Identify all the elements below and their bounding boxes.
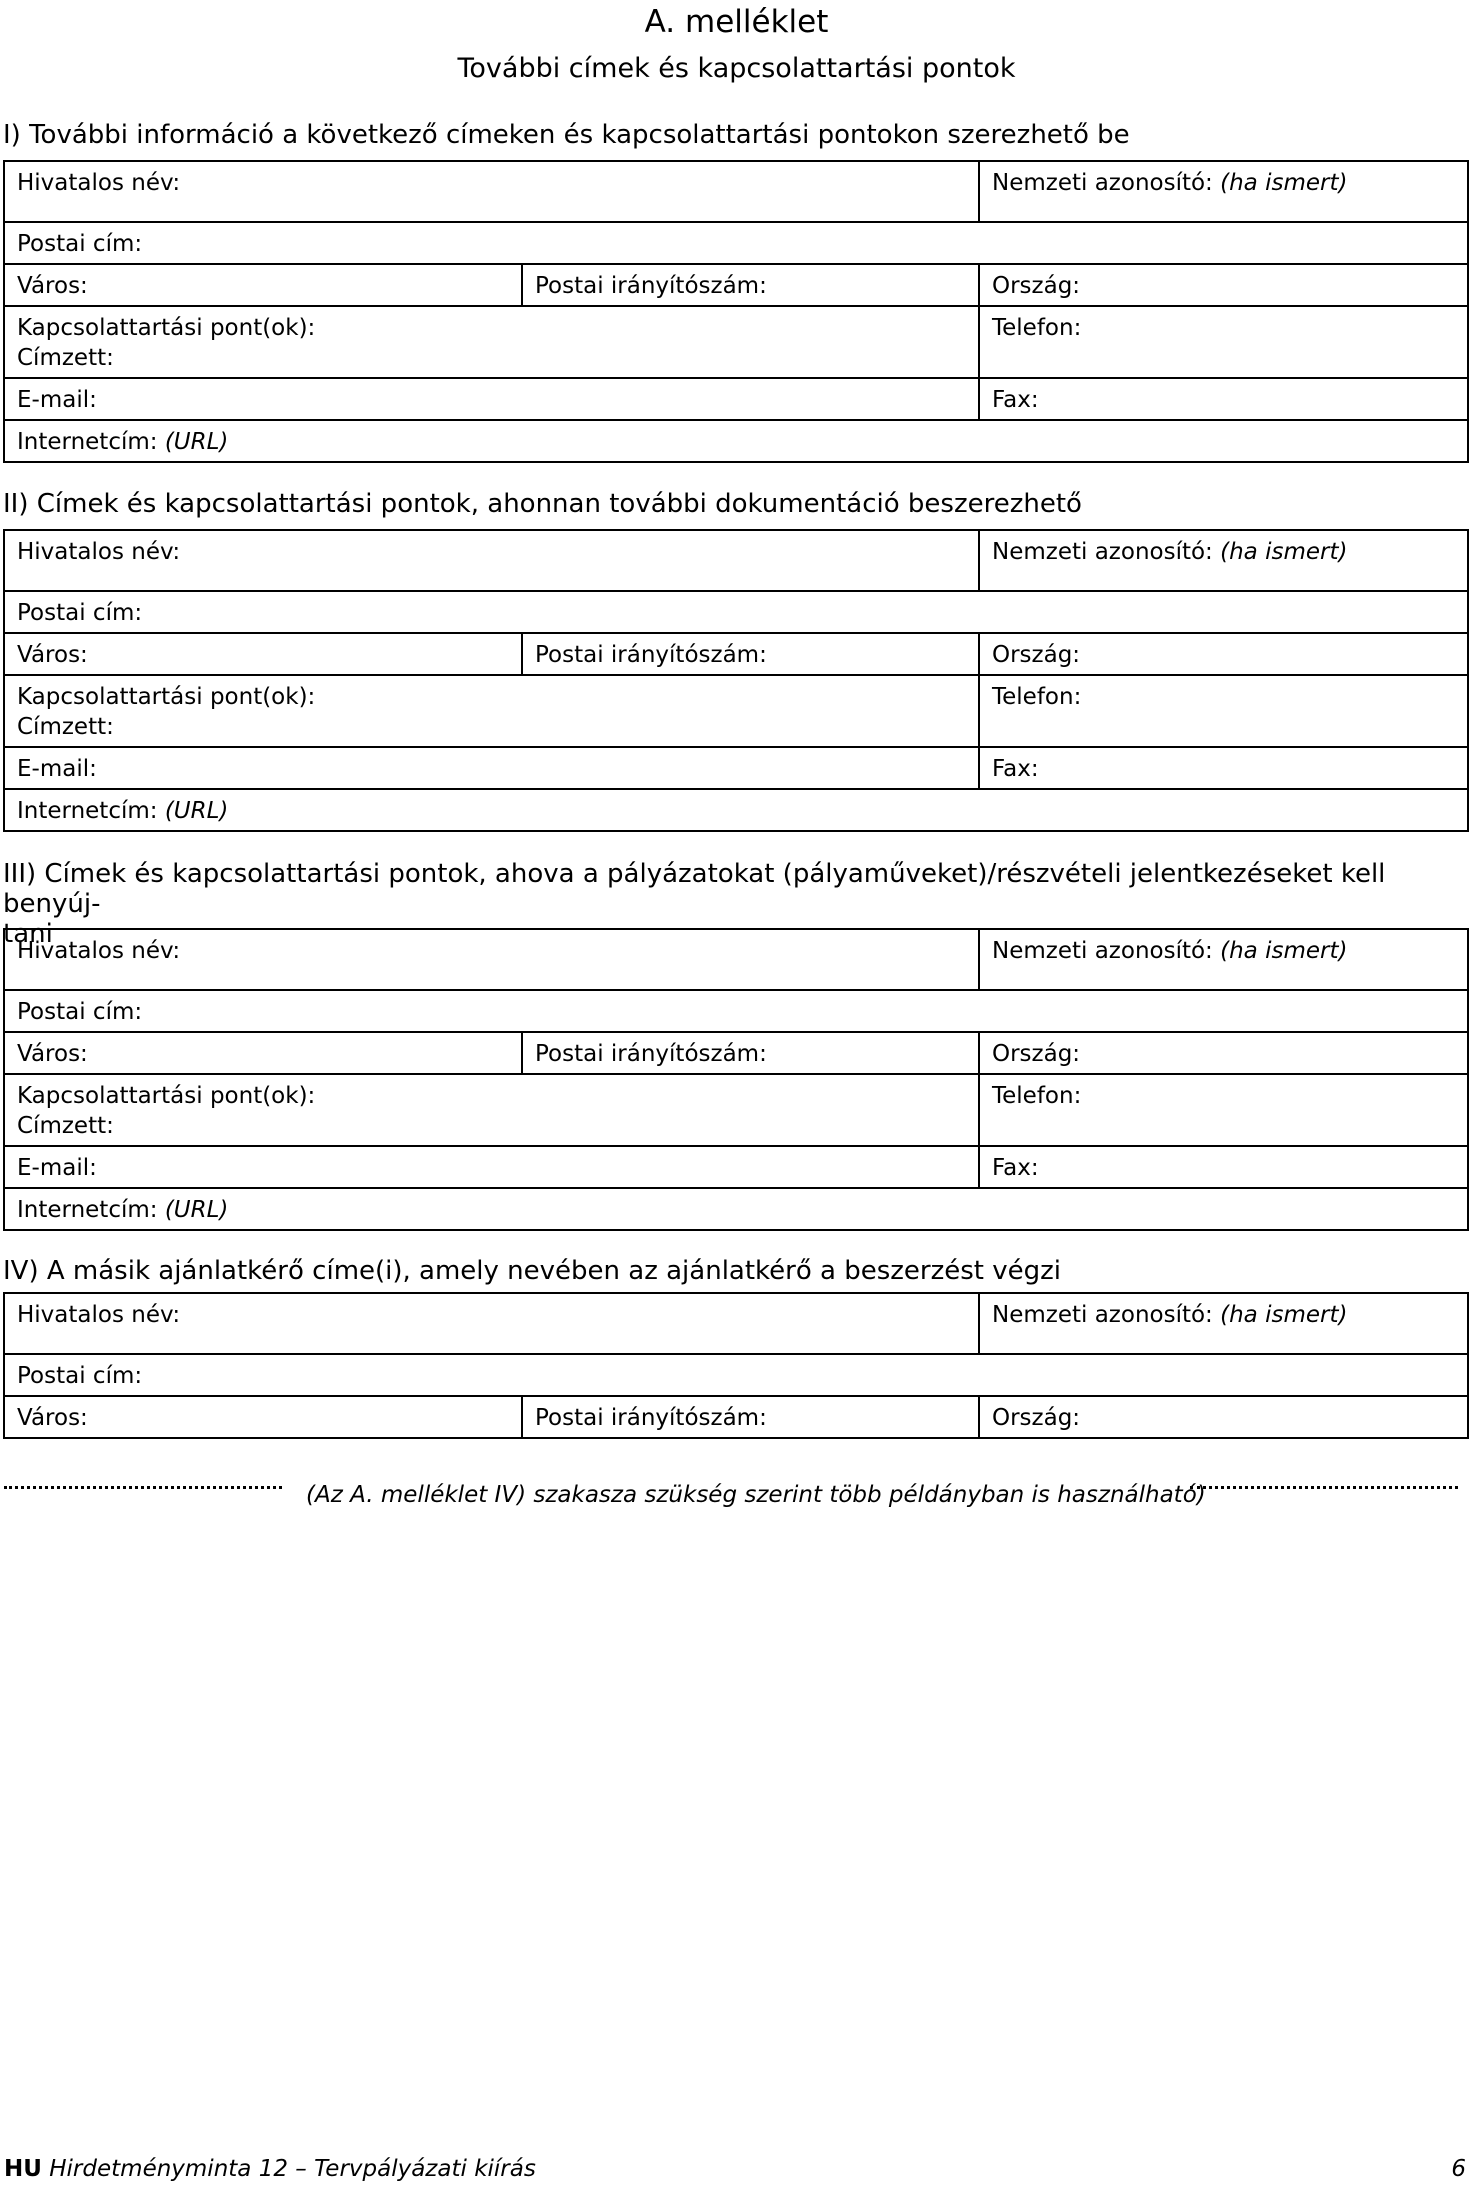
section-3-heading-line: III) Címek és kapcsolattartási pontok, ahova a pályázatokat (pályaműveket)/részvételi jelentkezéseket kell benyúj- (3, 859, 1386, 919)
column-divider (978, 1294, 980, 1355)
row-divider (5, 989, 1467, 991)
row-divider (5, 1073, 1467, 1075)
postal-address-field[interactable]: Postai cím: (17, 600, 143, 626)
row-divider (5, 221, 1467, 223)
city-field[interactable]: Város: (17, 1041, 88, 1067)
annex-title: A. melléklet (644, 4, 829, 40)
national-id-field[interactable]: Nemzeti azonosító: (ha ismert) (992, 170, 1348, 196)
official-name-field[interactable]: Hivatalos név: (17, 170, 181, 196)
postal-code-field[interactable]: Postai irányítószám: (535, 642, 767, 668)
section-4-heading: IV) A másik ajánlatkérő címe(i), amely nevében az ajánlatkérő a beszerzést végzi (3, 1256, 1062, 1286)
section-3-heading-line: tani (3, 919, 53, 949)
official-name-field[interactable]: Hivatalos név: (17, 539, 181, 565)
official-name-field[interactable]: Hivatalos név: (17, 1302, 181, 1328)
column-divider (521, 632, 523, 676)
contact-points-field[interactable]: Kapcsolattartási pont(ok): Címzett: (17, 684, 316, 740)
section-4-form (3, 1292, 1469, 1439)
section-2-form (3, 529, 1469, 832)
row-divider (5, 632, 1467, 634)
dotted-leader (4, 1486, 282, 1489)
postal-code-field[interactable]: Postai irányítószám: (535, 1041, 767, 1067)
row-divider (5, 788, 1467, 790)
row-divider (5, 419, 1467, 421)
city-field[interactable]: Város: (17, 642, 88, 668)
postal-address-field[interactable]: Postai cím: (17, 1363, 143, 1389)
row-divider (5, 263, 1467, 265)
internet-address-field[interactable]: Internetcím: (URL) (17, 429, 229, 455)
city-field[interactable]: Város: (17, 273, 88, 299)
fax-field[interactable]: Fax: (992, 1155, 1039, 1181)
fax-field[interactable]: Fax: (992, 387, 1039, 413)
section-1-form (3, 160, 1469, 463)
annex-subtitle: További címek és kapcsolattartási pontok (457, 53, 1016, 84)
row-divider (5, 590, 1467, 592)
country-field[interactable]: Ország: (992, 1405, 1081, 1431)
fax-field[interactable]: Fax: (992, 756, 1039, 782)
column-divider (978, 1031, 980, 1189)
row-divider (5, 1031, 1467, 1033)
page-number: 6 (1451, 2156, 1466, 2182)
column-divider (978, 930, 980, 991)
email-field[interactable]: E-mail: (17, 387, 97, 413)
section-1-heading: I) További információ a következő címeken és kapcsolattartási pontokon szerezhető be (3, 120, 1130, 150)
section-2-heading: II) Címek és kapcsolattartási pontok, ahonnan további dokumentáció beszerezhető (3, 489, 1082, 519)
column-divider (521, 1031, 523, 1075)
row-divider (5, 674, 1467, 676)
column-divider (978, 263, 980, 421)
national-id-field[interactable]: Nemzeti azonosító: (ha ismert) (992, 539, 1348, 565)
city-field[interactable]: Város: (17, 1405, 88, 1431)
national-id-field[interactable]: Nemzeti azonosító: (ha ismert) (992, 938, 1348, 964)
postal-code-field[interactable]: Postai irányítószám: (535, 1405, 767, 1431)
phone-field[interactable]: Telefon: (992, 1083, 1082, 1109)
row-divider (5, 1145, 1467, 1147)
row-divider (5, 746, 1467, 748)
row-divider (5, 377, 1467, 379)
country-field[interactable]: Ország: (992, 273, 1081, 299)
column-divider (978, 632, 980, 790)
page-footer (4, 2154, 1466, 2184)
phone-field[interactable]: Telefon: (992, 684, 1082, 710)
contact-points-field[interactable]: Kapcsolattartási pont(ok): Címzett: (17, 315, 316, 371)
postal-code-field[interactable]: Postai irányítószám: (535, 273, 767, 299)
row-divider (5, 305, 1467, 307)
phone-field[interactable]: Telefon: (992, 315, 1082, 341)
official-name-field[interactable]: Hivatalos név: (17, 938, 181, 964)
country-field[interactable]: Ország: (992, 1041, 1081, 1067)
email-field[interactable]: E-mail: (17, 756, 97, 782)
section-3-form (3, 928, 1469, 1231)
row-divider (5, 1395, 1467, 1397)
repeat-note (0, 1474, 1473, 1510)
postal-address-field[interactable]: Postai cím: (17, 999, 143, 1025)
internet-address-field[interactable]: Internetcím: (URL) (17, 1197, 229, 1223)
column-divider (978, 162, 980, 223)
row-divider (5, 1187, 1467, 1189)
repeat-note-text: (Az A. melléklet IV) szakasza szükség szerint több példányban is használható) (306, 1482, 1206, 1508)
postal-address-field[interactable]: Postai cím: (17, 231, 143, 257)
form-name: Hirdetményminta 12 – Tervpályázati kiírás (49, 2156, 536, 2182)
column-divider (978, 531, 980, 592)
column-divider (978, 1395, 980, 1437)
column-divider (521, 1395, 523, 1437)
country-field[interactable]: Ország: (992, 642, 1081, 668)
language-code: HU (4, 2156, 42, 2182)
contact-points-field[interactable]: Kapcsolattartási pont(ok): Címzett: (17, 1083, 316, 1139)
national-id-field[interactable]: Nemzeti azonosító: (ha ismert) (992, 1302, 1348, 1328)
email-field[interactable]: E-mail: (17, 1155, 97, 1181)
dotted-leader (1190, 1486, 1458, 1489)
internet-address-field[interactable]: Internetcím: (URL) (17, 798, 229, 824)
column-divider (521, 263, 523, 307)
row-divider (5, 1353, 1467, 1355)
